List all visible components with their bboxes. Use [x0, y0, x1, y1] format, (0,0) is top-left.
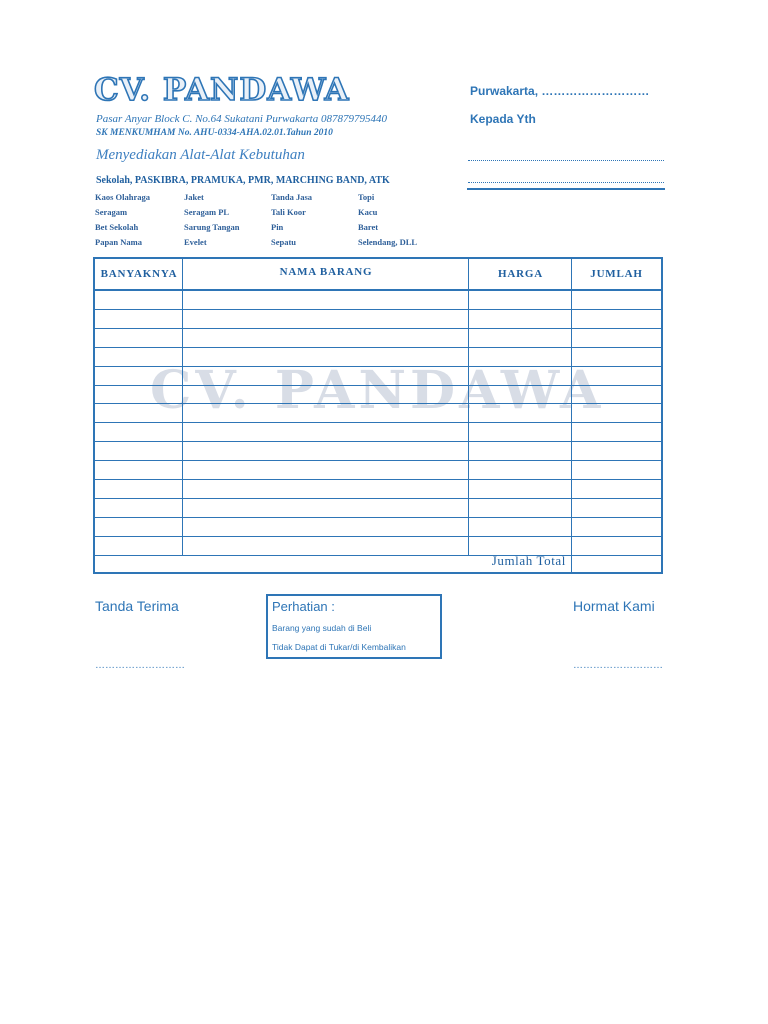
- table-row: [95, 422, 661, 423]
- table-row: [95, 555, 661, 556]
- notice-line-2: Tidak Dapat di Tukar/di Kembalikan: [272, 642, 406, 652]
- product-item: Evelet: [184, 237, 207, 247]
- notice-line-1: Barang yang sudah di Beli: [272, 623, 372, 633]
- column-divider: [468, 259, 469, 555]
- total-label: Jumlah Total: [491, 553, 566, 568]
- notice-title: Perhatian :: [272, 599, 335, 614]
- column-divider: [182, 259, 183, 555]
- product-item: Jaket: [184, 192, 204, 202]
- table-row: [95, 366, 661, 367]
- received-label: Tanda Terima: [95, 598, 179, 614]
- watermark: CV. PANDAWA: [150, 360, 605, 421]
- product-item: Kaos Olahraga: [95, 192, 151, 202]
- product-item: Topi: [358, 192, 375, 202]
- table-row: [95, 347, 661, 348]
- column-divider: [571, 259, 572, 574]
- table-row: [95, 536, 661, 537]
- header-quantity: BANYAKNYA: [100, 268, 178, 280]
- product-item: Sepatu: [271, 237, 297, 247]
- product-item: Sarung Tangan: [184, 222, 240, 232]
- table-row: [95, 328, 661, 329]
- regards-label: Hormat Kami: [573, 598, 655, 614]
- product-item: Tanda Jasa: [271, 192, 313, 202]
- product-list: [95, 191, 465, 249]
- table-row: [95, 309, 661, 310]
- recipient-line-2: [468, 182, 664, 183]
- product-item: Kacu: [358, 207, 378, 217]
- product-item: Selendang, DLL: [358, 237, 418, 247]
- regards-signature-line: ………………………: [573, 660, 663, 671]
- invoice-table: [93, 257, 663, 574]
- table-row: [95, 441, 661, 442]
- company-license: SK MENKUMHAM No. AHU-0334-AHA.02.01.Tahun 2010: [96, 128, 333, 138]
- header-price: HARGA: [498, 268, 543, 280]
- company-tagline: Menyediakan Alat-Alat Kebutuhan: [96, 147, 305, 163]
- company-address: Pasar Anyar Block C. No.64 Sukatani Purwakarta 087879795440: [96, 113, 387, 125]
- notice-box: [266, 594, 442, 659]
- product-item: Papan Nama: [95, 237, 142, 247]
- product-item: Tali Koor: [271, 207, 306, 217]
- table-header-row: [95, 259, 661, 291]
- table-row: [95, 479, 661, 480]
- product-item: Seragam PL: [184, 207, 230, 217]
- table-row: [95, 498, 661, 499]
- table-row: [95, 517, 661, 518]
- header-divider: [467, 188, 665, 190]
- table-row: [95, 460, 661, 461]
- recipient-label: Kepada Yth: [470, 112, 536, 126]
- place-date-label: Purwakarta, ………………………: [470, 84, 650, 98]
- header-amount: JUMLAH: [590, 268, 643, 280]
- company-services: Sekolah, PASKIBRA, PRAMUKA, PMR, MARCHING BAND, ATK: [96, 175, 390, 186]
- company-name: CV. PANDAWA: [94, 72, 350, 108]
- product-item: Baret: [358, 222, 379, 232]
- recipient-line-1: [468, 160, 664, 161]
- table-row: [95, 403, 661, 404]
- header-item-name: NAMA BARANG: [279, 266, 373, 278]
- product-item: Pin: [271, 222, 284, 232]
- product-item: Bet Sekolah: [95, 222, 139, 232]
- table-row: [95, 385, 661, 386]
- product-item: Seragam: [95, 207, 128, 217]
- received-signature-line: ………………………: [95, 660, 185, 671]
